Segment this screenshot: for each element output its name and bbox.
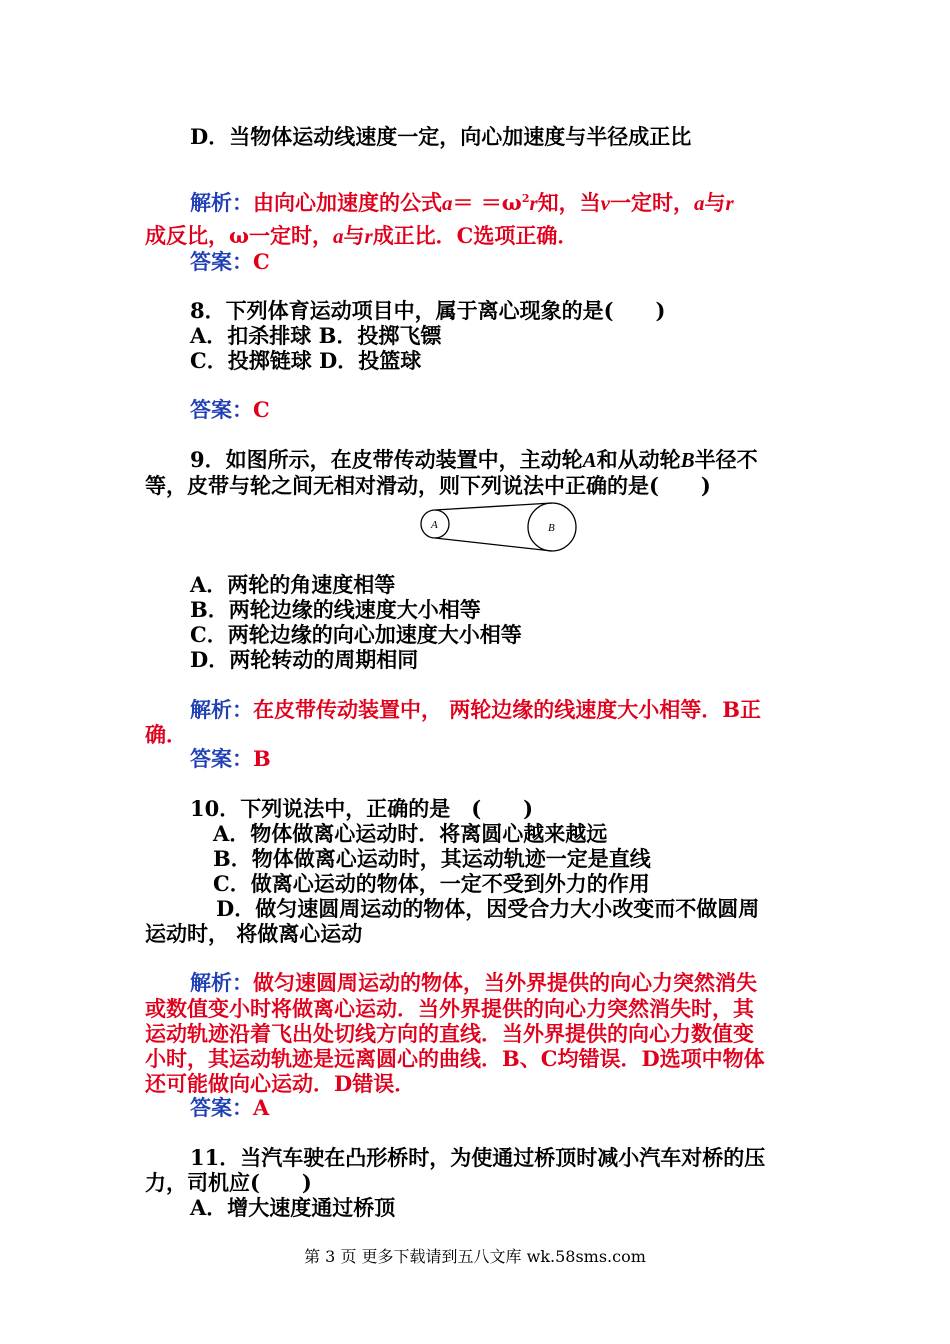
question-text: 半径不 (694, 447, 758, 472)
question-text: 9．如图所示，在皮带传动装置中，主动轮 (190, 447, 583, 472)
q10-option-d-line2: 运动时， 将做离心运动 (145, 921, 363, 946)
math-var: A (582, 448, 597, 472)
question-10: 10．下列说法中，正确的是 ( ) (190, 796, 534, 821)
q9-option-b: B．两轮边缘的线速度大小相等 (190, 597, 481, 622)
pulley-a-label: A (431, 519, 438, 531)
answer-value: B (253, 746, 271, 771)
q10-option-d-line1: D．做匀速圆周运动的物体，因受合力大小改变而不做圆周 (216, 896, 760, 921)
math-var: a (333, 224, 344, 248)
math-var: v (600, 191, 610, 215)
explanation-label: 解析： (190, 697, 253, 722)
question-9-line1 (190, 447, 758, 473)
q10-option-c: C．做离心运动的物体，一定不受到外力的作用 (213, 871, 650, 896)
page-footer: 第 3 页 更多下载请到五八文库 wk.58sms.com (304, 1247, 646, 1266)
question-text: 和从动轮 (596, 447, 681, 472)
question-9-line2: 等，皮带与轮之间无相对滑动，则下列说法中正确的是( ) (145, 473, 711, 498)
option-d-q7: D．当物体运动线速度一定，向心加速度与半径成正比 (190, 124, 692, 149)
answer-value: C (253, 397, 270, 422)
question-8: 8．下列体育运动项目中，属于离心现象的是( ) (190, 298, 666, 323)
explanation-text: 知，当 (537, 190, 601, 215)
question-11-line1: 11．当汽车驶在凸形桥时，为使通过桥顶时减小汽车对桥的压 (190, 1145, 766, 1170)
explanation-q10-line5: 还可能做向心运动．D错误． (145, 1071, 416, 1096)
answer-q10 (190, 1095, 269, 1121)
explanation-q10-line4: 小时，其运动轨迹是远离圆心的曲线．B、C均错误．D选项中物体 (145, 1046, 765, 1071)
explanation-text: 成正比．C选项正确． (372, 223, 579, 248)
math-var: B (680, 448, 695, 472)
explanation-q9-line2: 确． (145, 722, 187, 747)
q10-option-a: A．物体做离心运动时．将离圆心越来越远 (213, 821, 608, 846)
answer-label: 答案： (190, 397, 253, 422)
q11-option-a: A．增大速度通过桥顶 (190, 1195, 396, 1220)
q9-option-c: C．两轮边缘的向心加速度大小相等 (190, 622, 522, 647)
answer-q8 (190, 397, 270, 423)
explanation-text: 在皮带传动装置中， 两轮边缘的线速度大小相等．B正 (253, 697, 762, 722)
math-var: r (725, 191, 734, 215)
explanation-q10-line3: 运动轨迹沿着飞出处切线方向的直线．当外界提供的向心力数值变 (145, 1021, 754, 1046)
answer-label: 答案： (190, 746, 253, 771)
explanation-text: 由向心加速度的公式 (253, 190, 442, 215)
math-sup: 2 (521, 192, 530, 205)
pulley-b-label: B (548, 522, 555, 534)
math-var: a (442, 191, 453, 215)
explanation-text: 做匀速圆周运动的物体，当外界提供的向心力突然消失 (253, 970, 757, 995)
question-11-line2: 力，司机应( ) (145, 1170, 312, 1195)
explanation-label: 解析： (190, 190, 253, 215)
explanation-text: ＝ ＝ω (452, 190, 522, 215)
math-var: r (364, 224, 373, 248)
answer-value: C (253, 249, 270, 274)
explanation-q9-line1 (190, 697, 761, 723)
explanation-label: 解析： (190, 970, 253, 995)
math-var: a (693, 191, 705, 215)
q8-options-cd: C．投掷链球 D．投篮球 (190, 348, 422, 373)
belt-bottom (435, 538, 552, 551)
belt-top (435, 503, 552, 510)
explanation-text: 与 (343, 223, 365, 248)
explanation-q10-line2: 或数值变小时将做离心运动．当外界提供的向心力突然消失时，其 (145, 996, 754, 1021)
q8-options-ab: A．扣杀排球 B．投掷飞镖 (190, 323, 442, 348)
explanation-q7-line2 (145, 223, 578, 249)
answer-label: 答案： (190, 1095, 253, 1120)
explanation-text: 与 (704, 190, 726, 215)
explanation-q10-line1 (190, 970, 757, 996)
answer-q7 (190, 249, 270, 275)
answer-label: 答案： (190, 249, 253, 274)
q9-option-a: A．两轮的角速度相等 (190, 572, 396, 597)
explanation-text: 一定时， (609, 190, 694, 215)
q9-option-d: D．两轮转动的周期相同 (190, 647, 419, 672)
explanation-text: 成反比，ω一定时， (145, 223, 333, 248)
q10-option-b: B．物体做离心运动时，其运动轨迹一定是直线 (213, 846, 651, 871)
belt-pulley-figure (415, 500, 580, 562)
math-var: r (529, 191, 538, 215)
answer-q9 (190, 746, 271, 772)
explanation-q7-line1 (190, 186, 734, 216)
answer-value: A (253, 1095, 270, 1120)
